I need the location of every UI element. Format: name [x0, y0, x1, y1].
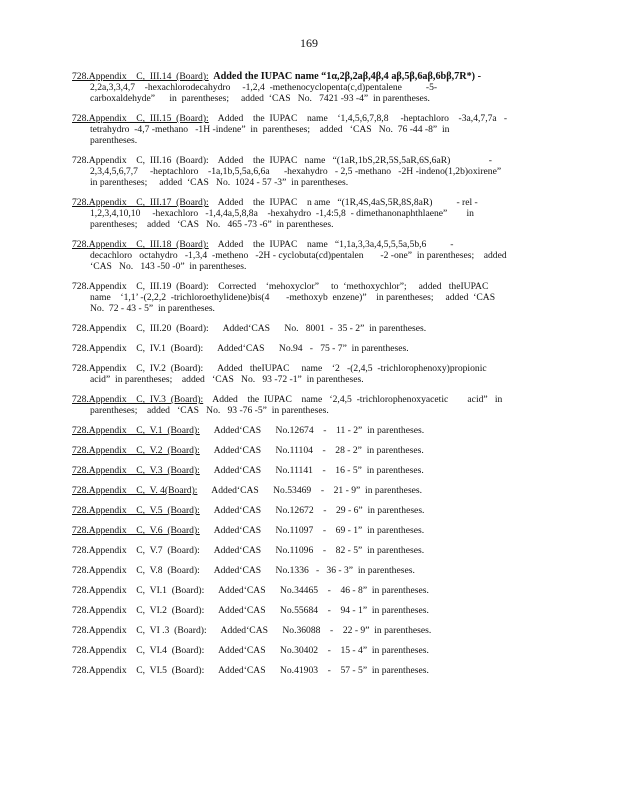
entry-text: No. 72 - 43 - 5” in parentheses. [90, 303, 215, 314]
entry-reference: 728.Appendix C, V.5 (Board): [72, 505, 200, 516]
entry-reference: 728.Appendix C, V.3 (Board): [72, 465, 200, 476]
errata-entry [72, 155, 540, 188]
entry-reference: 728.Appendix C, V.2 (Board): [72, 445, 200, 456]
page-number: 169 [300, 36, 318, 50]
entry-continuation-line [72, 405, 540, 416]
entry-text: Added‘CAS No.12672 - 29 - 6” in parentheses. [199, 505, 425, 516]
entry-text: tetrahydro -4,7 -methano -1H -indene” in parentheses; added ‘CAS No. 76 -44 -8” in [90, 124, 450, 135]
errata-entry [72, 281, 540, 314]
entry-continuation-line [72, 135, 540, 146]
entry-first-line [72, 323, 540, 334]
entry-continuation-line [72, 250, 540, 261]
entry-reference: 728.Appendix C, VI.5 (Board): [72, 665, 205, 676]
entry-continuation-line [72, 261, 540, 272]
entry-continuation-line [72, 82, 540, 93]
errata-entry [72, 545, 540, 556]
entry-first-line [72, 445, 540, 456]
entry-text: parentheses; added ‘CAS No. 465 -73 -6” in parentheses. [90, 219, 334, 230]
entry-continuation-line [72, 292, 540, 303]
entry-text: decachloro octahydro -1,3,4 -metheno -2H - cyclobuta(cd)pentalen -2 -one” in parentheses; added [90, 250, 507, 261]
errata-entry [72, 565, 540, 576]
entry-first-line [72, 585, 540, 596]
entry-first-line [72, 525, 540, 536]
errata-entry [72, 239, 540, 272]
entry-reference: 728.Appendix C, III.14 (Board): [72, 71, 209, 82]
entry-text: Added‘CAS No.55684 - 94 - 1” in parentheses. [204, 605, 429, 616]
errata-entry [72, 113, 540, 146]
entry-text: Added the IUPAC name ‘1,4,5,6,7,8,8 -heptachloro -3a,4,7,7a - [208, 113, 508, 124]
entry-text: parentheses. [90, 135, 138, 146]
entry-reference: 728.Appendix C, IV.3 (Board): [72, 394, 204, 405]
entry-text: Added the IUPAC name ‘2,4,5 -trichlorophenoxyacetic acid” in [203, 394, 503, 405]
entry-first-line [72, 281, 540, 292]
errata-entry [72, 363, 540, 385]
entry-reference: 728.Appendix C, V.8 (Board): [72, 565, 200, 576]
entry-text: ‘CAS No. 143 -50 -0” in parentheses. [90, 261, 247, 272]
errata-entry [72, 71, 540, 104]
entry-text: 2,2a,3,3,4,7 -hexachlorodecahydro -1,2,4 -methenocyclopenta(c,d)pentalene -5- [90, 82, 438, 93]
errata-entry [72, 465, 540, 476]
entry-text: Added‘CAS No. 8001 - 35 - 2” in parentheses. [208, 323, 427, 334]
entry-text: Added‘CAS No.11141 - 16 - 5” in parentheses. [199, 465, 424, 476]
entry-continuation-line [72, 166, 540, 177]
entry-reference: 728.Appendix C, III.16 (Board): [72, 155, 209, 166]
entry-first-line [72, 197, 540, 208]
entry-reference: 728.Appendix C, III.17 (Board): [72, 197, 209, 208]
entry-reference: 728.Appendix C, VI.4 (Board): [72, 645, 205, 656]
entry-text: Added the IUPAC n ame “(1R,4S,4aS,5R,8S,8aR) - rel - [208, 197, 478, 208]
entry-continuation-line [72, 208, 540, 219]
entry-continuation-line [72, 177, 540, 188]
entry-text: Added‘CAS No.94 - 75 - 7” in parentheses. [203, 343, 409, 354]
entry-text: 1,2,3,4,10,10 -hexachloro -1,4,4a,5,8,8a -hexahydro -1,4:5,8 - dimethanonaphthlaene” in [90, 208, 474, 219]
entry-text: Added‘CAS No.12674 - 11 - 2” in parentheses. [199, 425, 425, 436]
entry-text: Added the IUPAC name “1α,2β,2aβ,4β,4 aβ,5β,6aβ,6bβ,7R*) - [208, 71, 481, 82]
entry-first-line [72, 155, 540, 166]
entry-first-line [72, 113, 540, 124]
entry-first-line [72, 363, 540, 374]
entry-text: name ‘1,1’ -(2,2,2 -trichloroethylidene)bis(4 -methoxyb enzene)” in parentheses; added ‘CAS [90, 292, 496, 303]
entry-first-line [72, 425, 540, 436]
entry-reference: 728.Appendix C, IV.2 (Board): [72, 363, 204, 374]
errata-entry [72, 605, 540, 616]
entry-reference: 728.Appendix C, VI.2 (Board): [72, 605, 205, 616]
entry-text: Added‘CAS No.11097 - 69 - 1” in parentheses. [199, 525, 425, 536]
errata-entry [72, 665, 540, 676]
entry-reference: 728.Appendix C, V.7 (Board): [72, 545, 200, 556]
errata-entry [72, 505, 540, 516]
entry-text: Added the IUPAC name “(1aR,1bS,2R,5S,5aR,6S,6aR) - [208, 155, 492, 166]
entry-text: Added theIUPAC name ‘2 -(2,4,5 -trichlorophenoxy)propionic [203, 363, 487, 374]
errata-entry [72, 645, 540, 656]
errata-entry [72, 585, 540, 596]
entry-reference: 728.Appendix C, III.15 (Board): [72, 113, 209, 124]
entry-first-line [72, 665, 540, 676]
entry-text: Added‘CAS No.41903 - 57 - 5” in parentheses. [204, 665, 429, 676]
entry-first-line [72, 71, 540, 82]
entry-continuation-line [72, 303, 540, 314]
entry-text: Added‘CAS No.11096 - 82 - 5” in parentheses. [199, 545, 425, 556]
entry-reference: 728.Appendix C, III.18 (Board): [72, 239, 209, 250]
entry-first-line [72, 625, 540, 636]
errata-entry [72, 425, 540, 436]
entry-continuation-line [72, 374, 540, 385]
entry-reference: 728.Appendix C, VI.1 (Board): [72, 585, 205, 596]
errata-entry [72, 485, 540, 496]
entry-text: 2,3,4,5,6,7,7 -heptachloro -1a,1b,5,5a,6,6a -hexahydro - 2,5 -methano -2H -indeno(1,2b)oxirene” [90, 166, 502, 177]
entry-text: Added‘CAS No.30402 - 15 - 4” in parentheses. [204, 645, 429, 656]
entry-text: Added‘CAS No.11104 - 28 - 2” in parentheses. [199, 445, 424, 456]
errata-entry [72, 323, 540, 334]
entry-first-line [72, 239, 540, 250]
entry-first-line [72, 605, 540, 616]
entry-first-line [72, 485, 540, 496]
entry-first-line [72, 565, 540, 576]
entry-text: Added‘CAS No.1336 - 36 - 3” in parentheses. [199, 565, 415, 576]
entry-continuation-line [72, 219, 540, 230]
entry-first-line [72, 343, 540, 354]
entry-first-line [72, 465, 540, 476]
entry-first-line [72, 394, 540, 405]
entry-first-line [72, 505, 540, 516]
entry-reference: 728.Appendix C, V.6 (Board): [72, 525, 200, 536]
entry-reference: 728.Appendix C, III.20 (Board): [72, 323, 209, 334]
entry-continuation-line [72, 93, 540, 104]
errata-entry [72, 343, 540, 354]
entry-text: Added‘CAS No.36088 - 22 - 9” in parentheses. [206, 625, 432, 636]
entry-text: Added the IUPAC name “1,1a,3,3a,4,5,5,5a,5b,6 - [208, 239, 454, 250]
entry-first-line [72, 545, 540, 556]
errata-entry [72, 525, 540, 536]
errata-entry [72, 394, 540, 416]
errata-entry [72, 445, 540, 456]
entry-text: Added‘CAS No.34465 - 46 - 8” in parentheses. [204, 585, 429, 596]
errata-entry-list [72, 71, 540, 685]
entry-text: carboxaldehyde” in parentheses; added ‘CAS No. 7421 -93 -4” in parentheses. [90, 93, 430, 104]
entry-reference: 728.Appendix C, III.19 (Board): [72, 281, 209, 292]
entry-first-line [72, 645, 540, 656]
entry-continuation-line [72, 124, 540, 135]
entry-text: parentheses; added ‘CAS No. 93 -76 -5” in parentheses. [90, 405, 329, 416]
entry-text: Corrected ‘mehoxyclor” to ‘methoxychlor”; added theIUPAC [208, 281, 489, 292]
errata-entry [72, 625, 540, 636]
entry-reference: 728.Appendix C, V.1 (Board): [72, 425, 200, 436]
entry-reference: 728.Appendix C, VI .3 (Board): [72, 625, 207, 636]
entry-text: acid” in parentheses; added ‘CAS No. 93 -72 -1” in parentheses. [90, 374, 364, 385]
entry-reference: 728.Appendix C, V. 4(Board): [72, 485, 198, 496]
entry-text: Added‘CAS No.53469 - 21 - 9” in parentheses. [197, 485, 423, 496]
errata-entry [72, 197, 540, 230]
entry-reference: 728.Appendix C, IV.1 (Board): [72, 343, 204, 354]
entry-text: in parentheses; added ‘CAS No. 1024 - 57 -3” in parentheses. [90, 177, 349, 188]
